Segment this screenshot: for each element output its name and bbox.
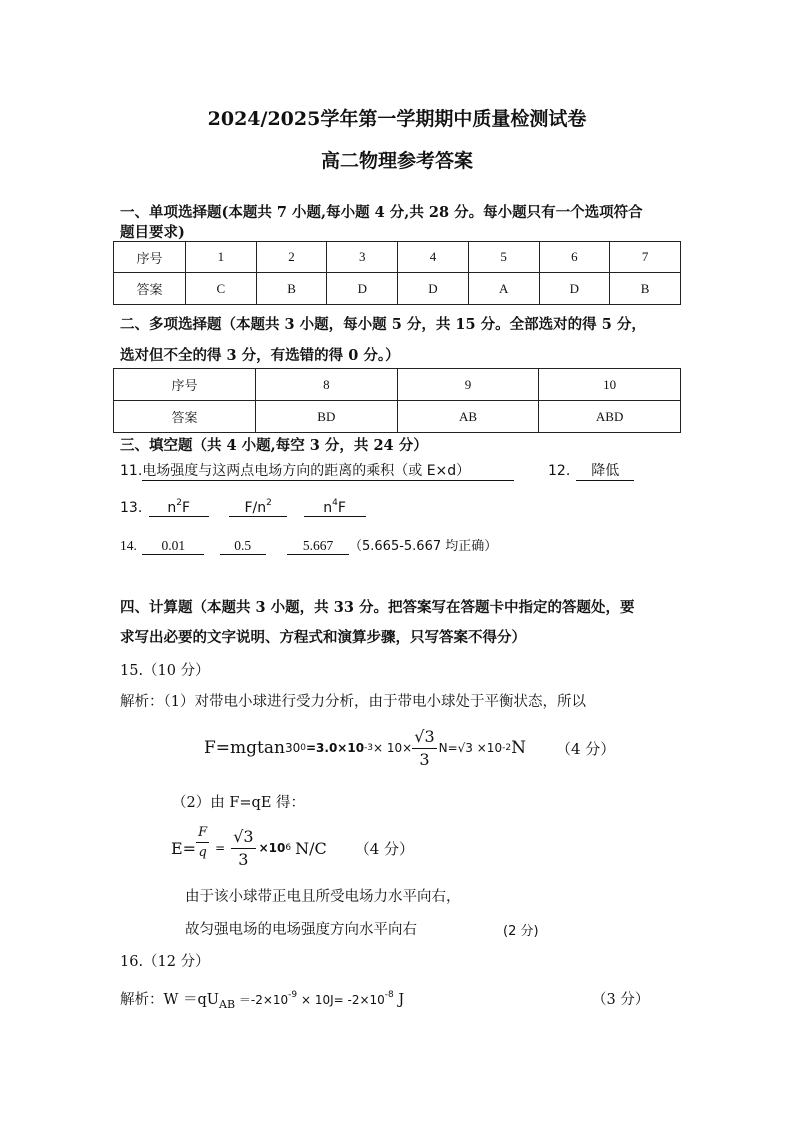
question-number: 6 — [539, 242, 610, 273]
page-title: 2024/2025学年第一学期期中质量检测试卷 — [207, 108, 587, 130]
q11-answer: 电场强度与这两点电场方向的距离的乘积（或 E×d） — [142, 460, 514, 481]
answer-cell: D — [327, 273, 398, 305]
question-number: 7 — [610, 242, 681, 273]
q15-fraction-f-over-q: $\frac{F}{q}$ — [198, 824, 208, 860]
answer-cell: BD — [256, 401, 398, 433]
q11-line — [120, 460, 514, 481]
section2-answer-table — [113, 368, 681, 433]
page-subtitle: 高二物理参考答案 — [320, 150, 473, 172]
table-row-answers — [114, 273, 681, 305]
question-number: 8 — [256, 369, 398, 401]
answer-cell: C — [186, 273, 257, 305]
q15-line3: 由于该小球带正电且所受电场力水平向右， — [185, 889, 461, 905]
q15-line4: 故匀强电场的电场强度方向水平向右 — [185, 922, 417, 938]
q12-label: 12. — [548, 463, 571, 479]
q15-fraction-sqrt3-over-3: $\frac{√3}{3}$ — [233, 826, 254, 869]
q15-intro: 解析：（1）对带电小球进行受力分析，由于带电小球处于平衡状态，所以 — [120, 694, 586, 710]
section2-heading-cont: 选对但不全的得 3 分，有选错的得 0 分。） — [120, 347, 400, 364]
q13-label: 13. — [120, 500, 143, 516]
section2-heading: 二、多项选择题（本题共 3 小题，每小题 5 分，共 15 分。全部选对的得 5 分， — [120, 316, 646, 333]
answer-cell: ABD — [539, 401, 681, 433]
row-label-number: 序号 — [114, 242, 186, 273]
question-number: 2 — [256, 242, 327, 273]
section1-heading-cont: 题目要求) — [120, 224, 185, 241]
answer-cell: A — [468, 273, 539, 305]
section1-answer-table — [113, 241, 681, 305]
q12-line — [548, 460, 634, 481]
question-number: 9 — [397, 369, 539, 401]
q11-label: 11. — [120, 463, 143, 479]
section4-heading-cont: 求写出必要的文字说明、方程式和演算步骤，只写答案不得分） — [120, 629, 526, 646]
q13-answer-1: $n^2F$ — [149, 498, 209, 517]
table-row-numbers — [114, 242, 681, 273]
q15-force-equation: F=mgtan 30 0 =3.0×10 -3 × 10× $\frac{√3}{3}$ N=√3 ×10 -2 N （4 分） — [204, 726, 616, 769]
q12-answer: 降低 — [576, 460, 634, 481]
section4-heading: 四、计算题（本题共 3 小题，共 33 分。把答案写在答题卡中指定的答题处，要 — [120, 599, 635, 616]
q14-answer-3: 5.667 — [287, 538, 349, 555]
q14-label: 14. — [120, 538, 137, 553]
table-row-answers — [114, 401, 681, 433]
question-number: 3 — [327, 242, 398, 273]
answer-cell: B — [610, 273, 681, 305]
q13-answer-3: $n^4F$ — [304, 498, 366, 517]
q15-part2: （2）由 F=qE 得： — [172, 795, 306, 811]
answer-cell: D — [398, 273, 469, 305]
q16-label: 16.（12 分） — [120, 954, 210, 970]
q14-answer-2: 0.5 — [220, 538, 266, 555]
row-label-answer: 答案 — [114, 401, 256, 433]
q13-answer-2: $F/n^2$ — [229, 498, 287, 517]
q15-fraction-sqrt3-over-3: $\frac{√3}{3}$ — [414, 726, 435, 769]
section3-heading: 三、填空题（共 4 小题,每空 3 分，共 24 分） — [120, 437, 428, 454]
q16-score: （3 分） — [592, 992, 650, 1008]
section1-heading: 一、单项选择题(本题共 7 小题,每小题 4 分,共 28 分。每小题只有一个选项符合 — [120, 204, 643, 221]
row-label-answer: 答案 — [114, 273, 186, 305]
q14-answer-1: 0.01 — [142, 538, 204, 555]
q13-line — [120, 498, 366, 517]
q14-line — [120, 535, 497, 555]
question-number: 1 — [186, 242, 257, 273]
q15-label: 15.（10 分） — [120, 663, 210, 679]
answer-cell: D — [539, 273, 610, 305]
answer-cell: B — [256, 273, 327, 305]
row-label-number: 序号 — [114, 369, 256, 401]
q14-note: （5.665-5.667 均正确） — [349, 539, 498, 554]
question-number: 4 — [398, 242, 469, 273]
question-number: 10 — [539, 369, 681, 401]
q15-field-equation: E= $\frac{F}{q}$ = $\frac{√3}{3}$ ×10 6 N/C （4 分） — [171, 824, 415, 869]
question-number: 5 — [468, 242, 539, 273]
answer-cell: AB — [397, 401, 539, 433]
q15-force-score: （4 分） — [555, 739, 616, 758]
q16-work-equation: 解析：$W =qU_{AB} =-2\times 10^{-9} \times 10J= -2\times 10^{-8}$ J — [120, 990, 405, 1011]
table-row-numbers — [114, 369, 681, 401]
q15-field-score: （4 分） — [354, 839, 415, 858]
q15-line4-score: (2 分) — [503, 924, 539, 939]
